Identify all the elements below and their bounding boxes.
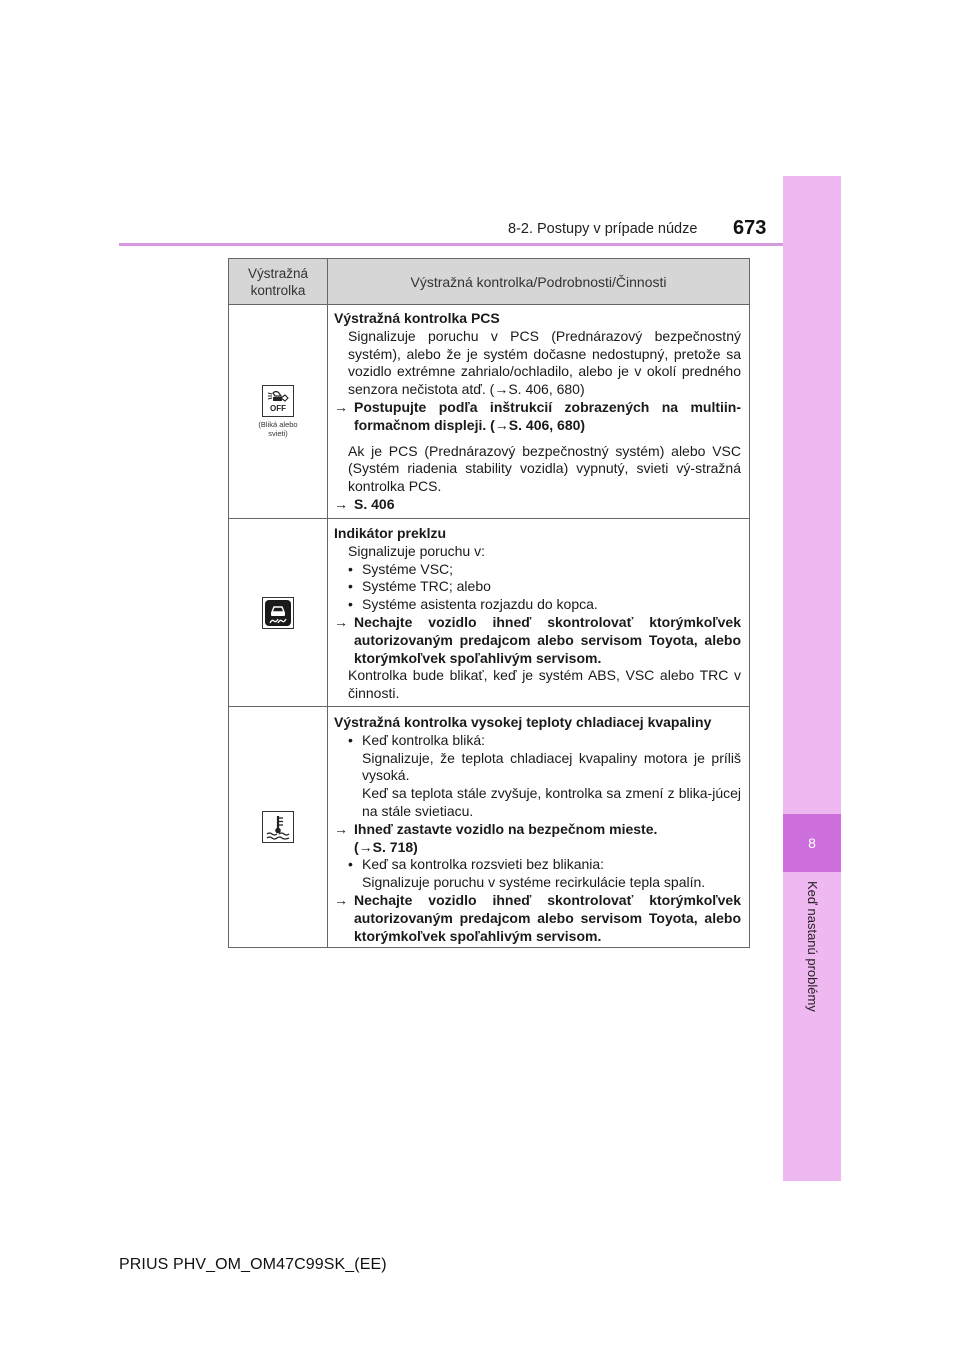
header-cell-light: Výstražná kontrolka <box>229 259 328 304</box>
chapter-number-tab: 8 <box>783 814 841 872</box>
reference-text: S. 406 <box>354 495 395 512</box>
details-cell <box>328 707 749 947</box>
bullet-text: Systéme VSC; <box>362 560 454 577</box>
list-item: • Systéme asistenta rozjazdu do kopca. <box>348 596 598 613</box>
action-text: Ihneď zastavte vozidlo na bezpečnom mieste. <box>354 820 658 837</box>
details-cell <box>328 305 749 518</box>
icon-cell <box>229 519 328 706</box>
list-item: • Keď kontrolka bliká: <box>348 731 485 748</box>
arrow-icon: → <box>334 820 348 837</box>
icon-caption: (Bliká alebo svieti) <box>258 420 298 438</box>
coolant-temperature-icon <box>262 811 294 843</box>
arrow-icon: → <box>334 613 348 630</box>
arrow-icon: → <box>334 398 348 415</box>
header-rule <box>119 243 783 246</box>
row-action <box>334 892 741 945</box>
slip-indicator-icon <box>262 597 294 629</box>
row-reference <box>334 496 741 514</box>
row-title: Výstražná kontrolka vysokej teploty chladiacej kvapaliny <box>334 714 712 730</box>
warning-lights-table <box>228 258 750 948</box>
page-number: 673 <box>733 217 767 239</box>
bullet-text: Keď kontrolka bliká: <box>362 731 485 748</box>
details-cell <box>328 519 749 706</box>
pcs-off-warning-icon <box>262 385 294 417</box>
action-text: Nechajte vozidlo ihneď skontrolovať ktorýmkoľvek autorizovaným predajcom alebo servisom Toyota, alebo ktorýmkoľvek spoľahlivým servisom. <box>354 613 741 666</box>
row-description: Signalizuje poruchu v: <box>348 542 485 559</box>
bullet-description: Signalizuje, že teplota chladiacej kvapaliny motora je príliš vysoká. <box>362 749 741 784</box>
action-text: Nechajte vozidlo ihneď skontrolovať ktorýmkoľvek autorizovaným predajcom alebo servisom Toyota, alebo ktorýmkoľvek spoľahlivým servisom. <box>354 891 741 944</box>
chapter-title-vertical <box>800 881 824 1031</box>
bullet-text: Systéme asistenta rozjazdu do kopca. <box>362 596 598 613</box>
list-item: • Systéme VSC; <box>348 560 454 577</box>
svg-text:OFF: OFF <box>270 404 286 413</box>
list-item: • Systéme TRC; alebo <box>348 578 491 595</box>
table-header <box>229 259 749 305</box>
section-title: 8-2. Postupy v prípade núdze <box>508 221 698 237</box>
bullet-text: Keď sa kontrolka rozsvieti bez blikania: <box>362 856 605 873</box>
action-text: Postupujte podľa inštrukcií zobrazených na multiin-formačnom displeji. (→S. 406, 680) <box>354 398 741 433</box>
bullet-text: Systéme TRC; alebo <box>362 578 491 595</box>
table-row <box>229 707 749 947</box>
bullet-description: Keď sa teplota stále zvyšuje, kontrolka sa zmení z blika-júcej na stále svietiacu. <box>362 785 741 819</box>
row-title: Výstražná kontrolka PCS <box>334 310 500 326</box>
chapter-title: Keď nastanú problémy <box>805 881 820 1012</box>
list-item: • Keď sa kontrolka rozsvieti bez blikania: <box>348 856 605 873</box>
document-footer: PRIUS PHV_OM_OM47C99SK_(EE) <box>119 1256 387 1273</box>
table-row <box>229 519 749 707</box>
header-cell-details: Výstražná kontrolka/Podrobnosti/Činnosti <box>410 273 667 290</box>
row-action <box>334 614 741 667</box>
row-action <box>334 399 741 435</box>
bullet-description: Signalizuje poruchu v systéme recirkulácie tepla spalín. <box>362 874 706 891</box>
arrow-icon: → <box>334 891 348 908</box>
icon-cell <box>229 305 328 518</box>
icon-cell <box>229 707 328 947</box>
row-description: Signalizuje poruchu v PCS (Prednárazový bezpečnostný systém), alebo že je systém dočasne nedostupný, pretože sa vozidlo extrémne zahrialo/ochladilo, alebo je v okolí predného senzora nečistota atď. (→S. 406, 680) <box>348 327 741 398</box>
row-title: Indikátor preklzu <box>334 525 447 541</box>
row-action <box>334 821 741 839</box>
row-note: Kontrolka bude blikať, keď je systém ABS, VSC alebo TRC v činnosti. <box>348 667 741 702</box>
arrow-icon: → <box>334 495 348 512</box>
row-note: Ak je PCS (Prednárazový bezpečnostný systém) alebo VSC (Systém riadenia stability vozidla) vypnutý, svieti vý-stražná kontrolka PCS. <box>348 442 741 495</box>
action-reference: (→S. 718) <box>354 838 418 855</box>
table-row <box>229 305 749 519</box>
